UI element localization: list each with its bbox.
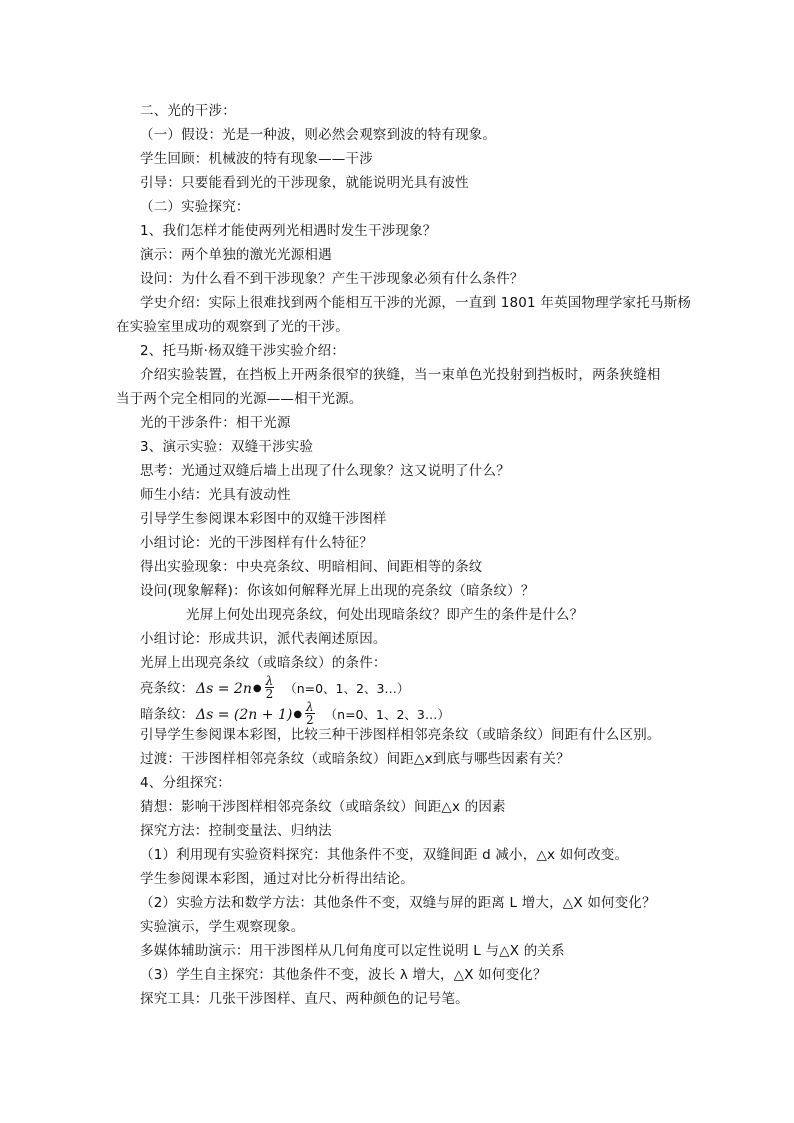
dark-fringe-formula bbox=[140, 702, 450, 727]
text-line: （1）利用现有实验资料探究：其他条件不变，双缝间距 d 减小，△x 如何改变。 bbox=[140, 847, 629, 863]
text-line: 介绍实验装置，在挡板上开两条很窄的狭缝，当一束单色光投射到挡板时，两条狭缝相 bbox=[140, 367, 661, 383]
text-line: 猜想：影响干涉图样相邻亮条纹（或暗条纹）间距△x 的因素 bbox=[140, 799, 506, 815]
formula-condition: （n=0、1、2、3…） bbox=[284, 680, 410, 696]
text-line-continued: 在实验室里成功的观察到了光的干涉。 bbox=[116, 319, 349, 335]
bright-fringe-formula bbox=[140, 676, 409, 701]
text-line: （3）学生自主探究：其他条件不变，波长 λ 增大，△X 如何变化？ bbox=[140, 967, 547, 983]
fraction-numerator: λ bbox=[306, 700, 314, 714]
formula-expression: Δs = (2n + 1) bbox=[196, 706, 293, 723]
fraction-denominator: 2 bbox=[265, 687, 274, 701]
text-line: 演示：两个单独的激光光源相遇 bbox=[140, 247, 332, 263]
formula-expression: Δs = 2n bbox=[196, 680, 252, 697]
text-line: 多媒体辅助演示：用干涉图样从几何角度可以定性说明 L 与△X 的关系 bbox=[140, 943, 565, 959]
text-line: 光的干涉条件：相干光源 bbox=[140, 415, 291, 431]
text-line: 引导：只要能看到光的干涉现象，就能说明光具有波性 bbox=[140, 175, 469, 191]
formula-label: 暗条纹： bbox=[140, 706, 194, 723]
text-line: 设问：为什么看不到干涉现象？产生干涉现象必须有什么条件？ bbox=[140, 271, 524, 287]
text-line: 探究工具：几张干涉图样、直尺、两种颜色的记号笔。 bbox=[140, 991, 469, 1007]
text-line-continued: 当于两个完全相同的光源——相干光源。 bbox=[116, 391, 363, 407]
formula-condition: （n=0、1、2、3…） bbox=[324, 706, 450, 722]
formula-label: 亮条纹： bbox=[140, 680, 194, 697]
text-line: 小组讨论：光的干涉图样有什么特征？ bbox=[140, 535, 373, 551]
text-line: 小组讨论：形成共识，派代表阐述原因。 bbox=[140, 631, 387, 647]
text-line: 1、我们怎样才能使两列光相遇时发生干涉现象？ bbox=[140, 223, 437, 239]
fraction bbox=[265, 675, 275, 700]
fraction-numerator: λ bbox=[265, 674, 274, 688]
text-line: （2）实验方法和数学方法：其他条件不变，双缝与屏的距离 L 增大，△X 如何变化？ bbox=[140, 895, 656, 911]
text-line: 3、演示实验：双缝干涉实验 bbox=[140, 439, 314, 455]
text-line: 学生回顾：机械波的特有现象——干涉 bbox=[140, 151, 373, 167]
text-line: 得出实验现象：中央亮条纹、明暗相间、间距相等的条纹 bbox=[140, 559, 483, 575]
text-line: 2、托马斯·杨双缝干涉实验介绍： bbox=[140, 343, 346, 359]
multiply-dot-icon: ● bbox=[252, 682, 262, 694]
subsection-heading: （二）实验探究： bbox=[140, 199, 250, 215]
text-line: （一）假设：光是一种波，则必然会观察到波的特有现象。 bbox=[140, 127, 497, 143]
text-line: 实验演示，学生观察现象。 bbox=[140, 919, 305, 935]
fraction-denominator: 2 bbox=[306, 713, 314, 727]
fraction bbox=[305, 701, 315, 726]
text-line: 学史介绍：实际上很难找到两个能相互干涉的光源，一直到 1801 年英国物理学家托马斯杨 bbox=[140, 295, 692, 311]
text-line: 过渡：干涉图样相邻亮条纹（或暗条纹）间距△x到底与哪些因素有关？ bbox=[140, 751, 570, 767]
text-line: 光屏上出现亮条纹（或暗条纹）的条件： bbox=[140, 655, 387, 671]
text-line: 思考：光通过双缝后墙上出现了什么现象？这又说明了什么？ bbox=[140, 463, 510, 479]
text-line: 引导学生参阅课本彩图，比较三种干涉图样相邻亮条纹（或暗条纹）间距有什么区别。 bbox=[140, 727, 661, 743]
section-heading: 4、分组探究： bbox=[140, 775, 231, 791]
text-line: 设问(现象解释)：你该如何解释光屏上出现的亮条纹（暗条纹）？ bbox=[140, 583, 535, 599]
section-heading: 二、光的干涉： bbox=[140, 103, 236, 119]
text-line: 探究方法：控制变量法、归纳法 bbox=[140, 823, 332, 839]
text-line: 学生参阅课本彩图，通过对比分析得出结论。 bbox=[140, 871, 414, 887]
text-line: 引导学生参阅课本彩图中的双缝干涉图样 bbox=[140, 511, 387, 527]
text-line: 师生小结：光具有波动性 bbox=[140, 487, 291, 503]
multiply-dot-icon: ● bbox=[293, 708, 303, 720]
text-line-indented: 光屏上何处出现亮条纹，何处出现暗条纹？即产生的条件是什么？ bbox=[186, 607, 584, 623]
